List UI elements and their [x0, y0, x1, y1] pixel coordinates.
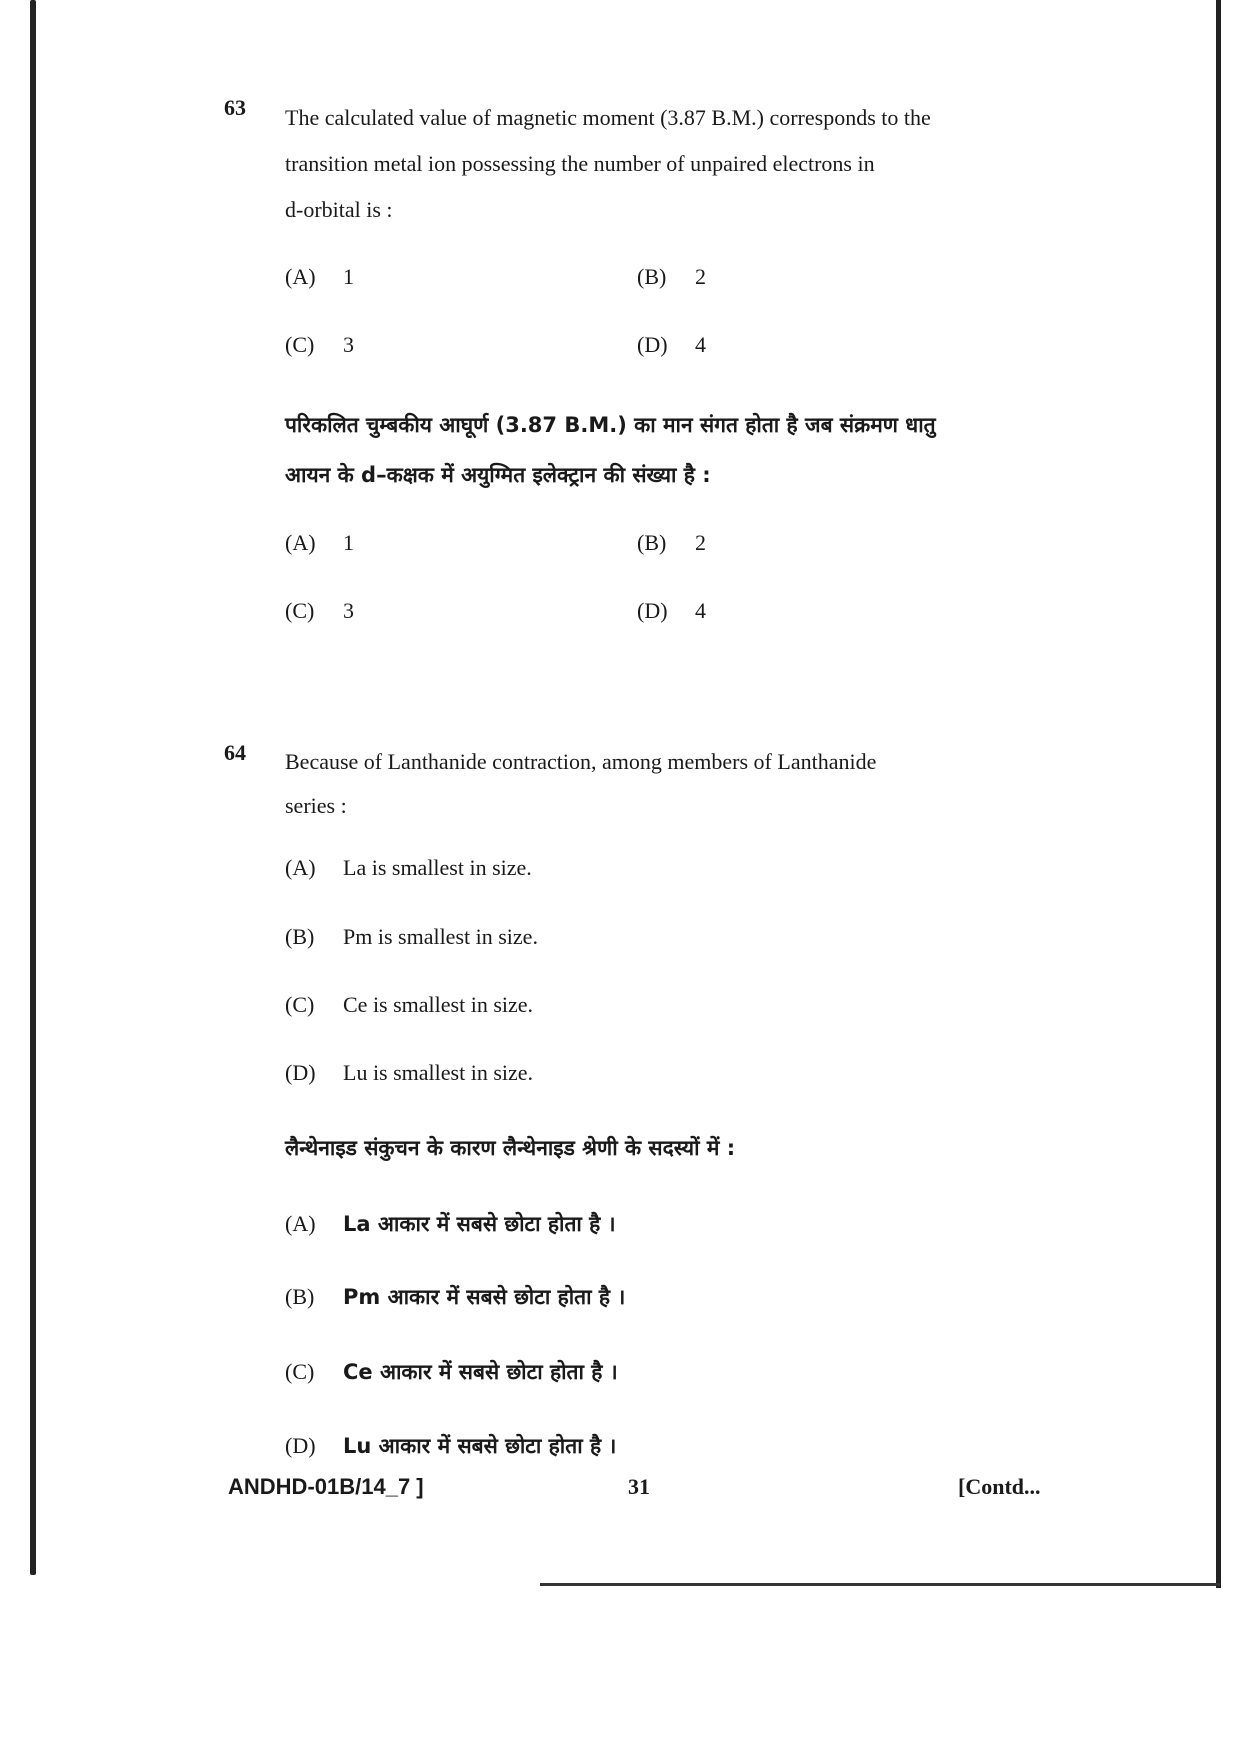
q64-en-option-d[interactable]	[285, 1060, 533, 1086]
option-label: (A)	[285, 264, 316, 289]
option-label: (B)	[637, 264, 667, 289]
q63-en-line-1: The calculated value of magnetic moment (3.87 B.M.) corresponds to the	[285, 105, 931, 130]
q63-en-option-d[interactable]	[637, 332, 706, 358]
option-text: Pm आकार में सबसे छोटा होता है ।	[343, 1285, 626, 1309]
option-text: 3	[343, 598, 354, 623]
page-border-right	[1216, 0, 1221, 1588]
q64-en-line-1: Because of Lanthanide contraction, among members of Lanthanide	[285, 749, 877, 774]
option-label: (B)	[637, 530, 667, 555]
option-text: Ce is smallest in size.	[343, 992, 534, 1017]
option-label: (C)	[285, 1359, 315, 1384]
page-border-left	[30, 0, 36, 1575]
q64-en-option-b[interactable]	[285, 924, 538, 950]
option-text: 1	[343, 264, 354, 289]
page-border-bottom	[540, 1583, 1220, 1586]
q63-en-line-2: transition metal ion possessing the number of unpaired electrons in	[285, 151, 875, 176]
option-text: La आकार में सबसे छोटा होता है ।	[343, 1212, 616, 1236]
option-label: (A)	[285, 855, 316, 880]
page-number: 31	[628, 1474, 650, 1499]
q63-hi-option-c[interactable]	[285, 598, 354, 624]
question-63-number: 63	[224, 95, 246, 120]
option-label: (A)	[285, 530, 316, 555]
option-label: (D)	[285, 1433, 316, 1458]
question-64-number: 64	[224, 740, 246, 765]
q63-en-line-3: d-orbital is :	[285, 197, 393, 222]
option-text: La is smallest in size.	[343, 855, 532, 880]
option-text: Ce आकार में सबसे छोटा होता है ।	[343, 1360, 618, 1384]
option-text: 4	[695, 598, 706, 623]
option-text: Lu आकार में सबसे छोटा होता है ।	[343, 1434, 617, 1458]
q63-hi-line-2: आयन के d–कक्षक में अयुग्मित इलेक्ट्रान की संख्या है :	[285, 463, 711, 487]
option-label: (C)	[285, 598, 315, 623]
q63-hi-option-d[interactable]	[637, 598, 706, 624]
option-label: (D)	[637, 332, 668, 357]
option-label: (A)	[285, 1211, 316, 1236]
option-label: (C)	[285, 332, 315, 357]
q64-hi-option-b[interactable]	[285, 1283, 625, 1311]
option-label: (B)	[285, 1284, 315, 1309]
q63-en-option-c[interactable]	[285, 332, 354, 358]
option-text: 1	[343, 530, 354, 555]
option-text: 2	[695, 264, 706, 289]
option-label: (D)	[637, 598, 668, 623]
option-label: (D)	[285, 1060, 316, 1085]
option-text: 2	[695, 530, 706, 555]
option-text: Pm is smallest in size.	[343, 924, 538, 949]
q64-en-option-c[interactable]	[285, 992, 533, 1018]
q64-en-line-2: series :	[285, 793, 347, 818]
q64-en-option-a[interactable]	[285, 855, 532, 881]
option-label: (B)	[285, 924, 315, 949]
q64-hi-option-c[interactable]	[285, 1358, 618, 1386]
option-label: (C)	[285, 992, 315, 1017]
q63-hi-option-b[interactable]	[637, 530, 706, 556]
q63-hi-option-a[interactable]	[285, 530, 354, 556]
q63-hi-line-1: परिकलित चुम्बकीय आघूर्ण (3.87 B.M.) का मान संगत होता है जब संक्रमण धातु	[285, 413, 936, 437]
q63-en-option-a[interactable]	[285, 264, 354, 290]
q64-hi-option-a[interactable]	[285, 1210, 616, 1238]
q63-en-option-b[interactable]	[637, 264, 706, 290]
q64-hi-option-d[interactable]	[285, 1432, 616, 1460]
option-text: Lu is smallest in size.	[343, 1060, 534, 1085]
q64-hi-line-1: लैन्थेनाइड संकुचन के कारण लैन्थेनाइड श्रेणी के सदस्यों में :	[285, 1136, 736, 1160]
option-text: 4	[695, 332, 706, 357]
continued-note: [Contd...	[958, 1474, 1041, 1499]
option-text: 3	[343, 332, 354, 357]
paper-code: ANDHD-01B/14_7 ]	[228, 1474, 424, 1499]
